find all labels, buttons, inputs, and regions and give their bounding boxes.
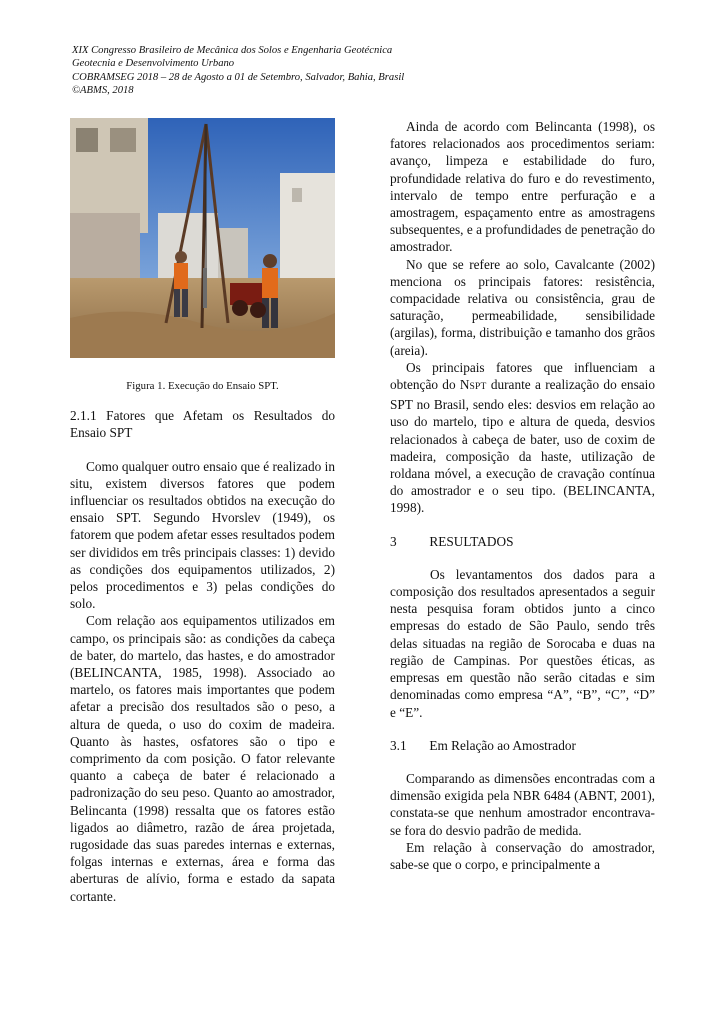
section-number: 2.1.1 bbox=[70, 408, 97, 424]
section-title: Fatores que Afetam os Resultados do Ensaio SPT bbox=[70, 408, 335, 441]
section-number: 3.1 bbox=[390, 737, 407, 753]
section-title: RESULTADOS bbox=[429, 533, 514, 549]
left-column bbox=[70, 118, 335, 905]
header-conference: XIX Congresso Brasileiro de Mecânica dos Solos e Engenharia Geotécnica bbox=[72, 45, 393, 56]
paragraph-factors-intro: Como qualquer outro ensaio que é realizado in situ, existem diversos fatores que podem influenciar os resultados obtidos na execução do ensaio SPT. Segundo Hvorslev (1949), os fatorem que podem afetar esses resultados podem ser divididos em três principais classes: 1) devido as condições dos equipamentos utilizados, 2) pelos procedimentos e 3) pelas condições do solo. bbox=[70, 458, 335, 612]
figure-caption: Figura 1. Execução do Ensaio SPT. bbox=[126, 380, 279, 392]
spt-photo-image bbox=[70, 118, 335, 358]
section-title: Em Relação ao Amostrador bbox=[429, 737, 576, 753]
header-copyright: ©ABMS, 2018 bbox=[72, 85, 134, 97]
paragraph-procedures: Ainda de acordo com Belincanta (1998), os fatores relacionados aos procedimentos seriam: avanço, limpeza e estabilidade do furo, profundidade relativa do furo e do revestimento, intervalo de tempo entre perfuração e a amostragem, espaçamento entre as amostragens subsequentes, e a profundidades de penetração do amostrador. bbox=[390, 119, 655, 255]
section-heading-2-1-1 bbox=[70, 407, 335, 441]
paragraph-main-factors: Os principais fatores que influenciam a obtenção do NSPT durante a realização do ensaio SPT no Brasil, sendo eles: desvios em relação ao uso do martelo, tipo e altura de queda, desvios relacionados à cabeça de bater, uso de coxim de madeira, composição da haste, utilização de roldana móvel, a execução de cravação contínua do amostrador e o seu tipo. (BELINCANTA, 1998). bbox=[390, 359, 655, 516]
nspt-subscript: SPT bbox=[469, 382, 487, 393]
section-heading-3 bbox=[390, 533, 655, 550]
right-column bbox=[390, 118, 655, 873]
paragraph-equipment: Com relação aos equipamentos utilizados em campo, os principais são: as condições da cabeça de bater, do martelo, das hastes, e do amostrador (BELINCANTA, 1985, 1998). Associado ao martelo, os fatores mais importantes que podem afetar a precisão dos resultados são o peso, a altura de queda, o uso do coxim de madeira. Quanto às hastes, osfatores são o tipo e comprimento da com posição. O fator relevante quanto a cabeça de bater é relacionado a padronização do seu peso. Quanto ao amostrador, Belincanta (1998) ressalta que os fatores estão ligados ao diâmetro, razão de área projetada, rugosidade das suas paredes internas e externas, folgas internas e externas, área e forma das aberturas de alívio, forma e estado da sapata cortante. bbox=[70, 613, 335, 904]
header-event: COBRAMSEG 2018 – 28 de Agosto a 01 de Setembro, Salvador, Bahia, Brasil bbox=[72, 71, 405, 83]
page-header bbox=[72, 44, 404, 98]
header-theme: Geotecnia e Desenvolvimento Urbano bbox=[72, 58, 235, 70]
paragraph-sampler-conservation: Em relação à conservação do amostrador, sabe-se que o corpo, e principalmente a bbox=[390, 839, 655, 872]
paragraph-sampler-dimensions: Comparando as dimensões encontradas com a dimensão exigida pela NBR 6484 (ABNT, 2001), constata-se que nenhum amostrador encontrava-se fora do desvio padrão de medida. bbox=[390, 770, 655, 838]
paragraph-soil: No que se refere ao solo, Cavalcante (2002) menciona os principais fatores: resistência, compacidade relativa ou consistência, grau de saturação, permeabilidade, sensibilidade (argilas), forma, distribuição e tamanho dos grãos (areia). bbox=[390, 256, 655, 358]
paragraph-results: Os levantamentos dos dados para a composição dos resultados apresentados a seguir nesta pesquisa foram obtidos junto a cinco empresas do estado de São Paulo, sendo três delas situadas na região de Sorocaba e duas na região de Campinas. Por questões éticas, as empresas em questão não serão citadas e sim denominadas como empresa “A”, “B”, “C”, “D” e “E”. bbox=[390, 566, 655, 720]
spt-photo bbox=[70, 118, 335, 358]
section-number: 3 bbox=[390, 533, 397, 549]
section-heading-3-1 bbox=[390, 737, 655, 754]
